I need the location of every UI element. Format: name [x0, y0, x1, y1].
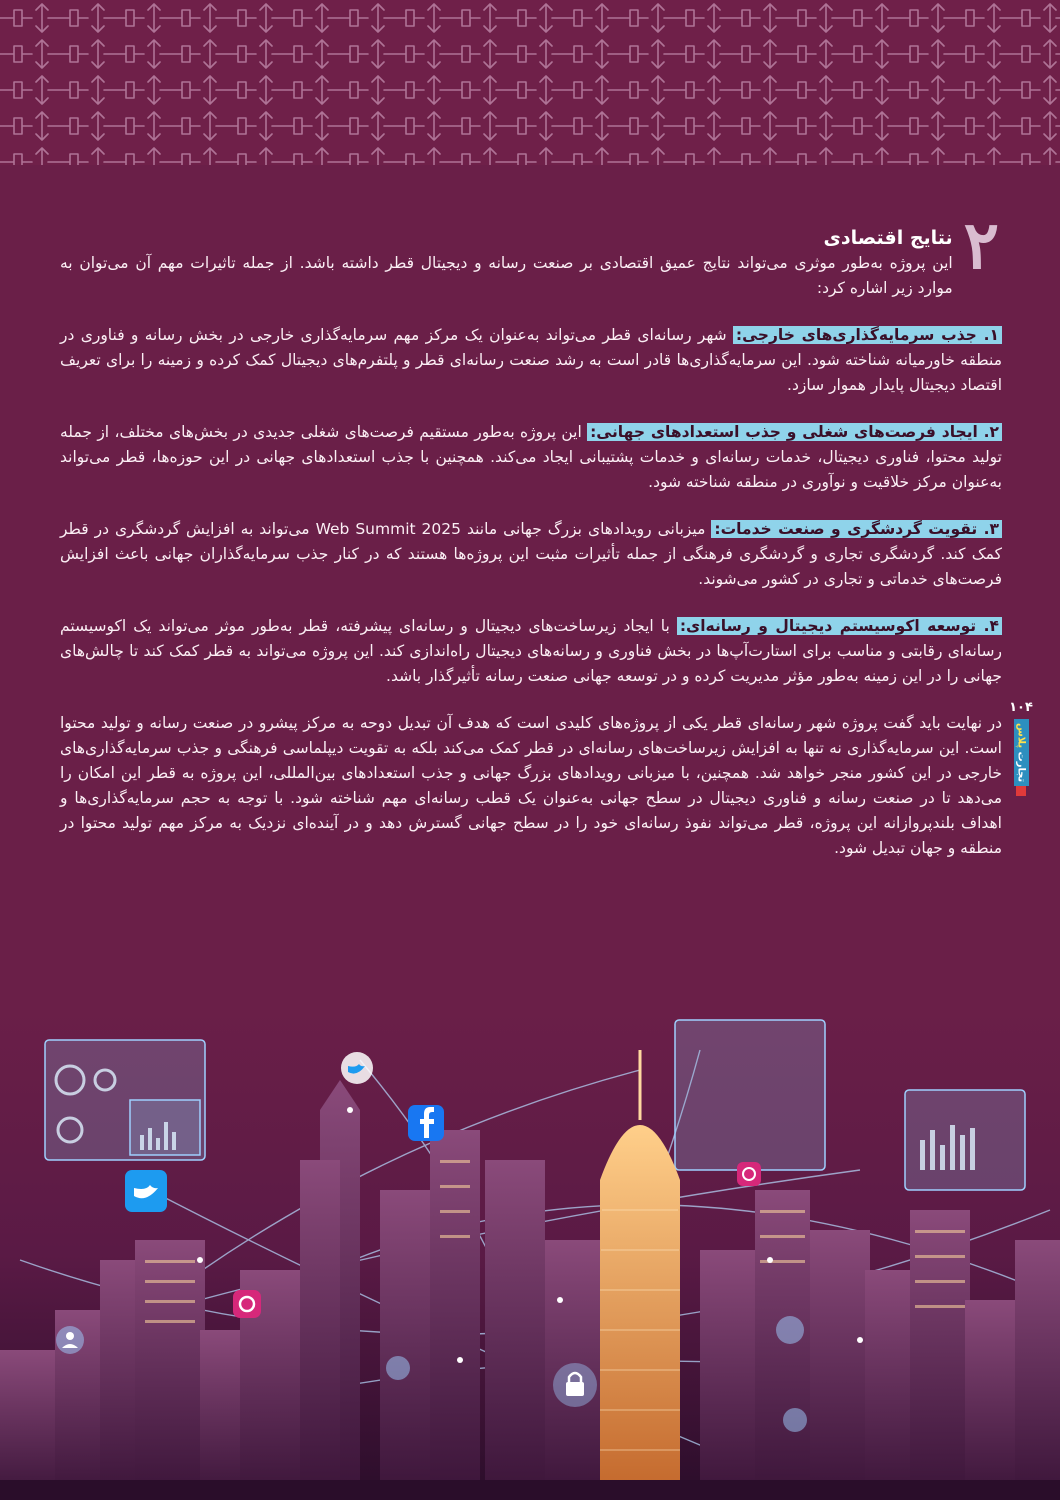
facebook-icon [408, 1105, 444, 1141]
twitter-icon [341, 1052, 373, 1084]
magazine-name-a: تجارت [1015, 751, 1027, 783]
geometric-pattern [0, 0, 1060, 165]
article-body [60, 206, 1002, 861]
magazine-logo [1014, 719, 1029, 786]
item-body: با ایجاد زیرساخت‌های دیجیتال و رسانه‌ای پیشرفته، قطر به‌طور موثر می‌تواند یک اکوسیستم رسانه‌ای رقابتی و مناسب برای استارت‌آپ‌ها در بخش فناوری و رسانه‌های دیجیتال راه‌اندازی کند. این پروژه می‌تواند به قطر کمک کند تا چالش‌های جهانی را در این زمینه به‌طور مؤثر مدیریت کرده و در توسعه جهانی صنعت رسانه تأثیرگذار باشد. [60, 617, 1002, 685]
item-body: شهر رسانه‌ای قطر می‌تواند به‌عنوان یک مرکز مهم سرمایه‌گذاری خارجی در بخش رسانه و فناوری در منطقه خاورمیانه شناخته شود. این سرمایه‌گذاری‌ها قادر است به رشد صنعت رسانه‌ای قطر و پلتفرم‌های دیجیتال کمک کرده و زمینه را برای تعریف اقتصاد دیجیتال پایدار هموار سازد. [60, 326, 1002, 394]
section-number: ۲ [963, 206, 1000, 284]
city-network-illustration [0, 1010, 1060, 1500]
item-body: این پروژه به‌طور مستقیم فرصت‌های شغلی جدیدی در بخش‌های مختلف، از جمله تولید محتوا، فناوری دیجیتال، خدمات رسانه‌ای و خدمات پشتیبانی ایجاد می‌کند. همچنین با جذب استعدادهای جهانی در این حوزه‌ها، قطر می‌تواند به‌عنوان مرکز خلاقیت و نوآوری در منطقه شناخته شود. [60, 423, 1002, 491]
item-body: میزبانی رویدادهای بزرگ جهانی مانند Web Summit 2025 می‌تواند به افزایش گردشگری در قطر کمک کند. گردشگری تجاری و گردشگری فرهنگی از جمله تأثیرات مثبت این پروژه‌ها هستند که در کنار جذب سرمایه‌گذاران جهانی باعث افزایش فرصت‌های خدماتی و تجاری در کشور می‌شوند. [60, 520, 1002, 588]
section-heading-block [60, 215, 953, 301]
instagram-icon [737, 1162, 761, 1186]
list-item [60, 323, 1002, 398]
list-item [60, 614, 1002, 689]
skyline-image [0, 1010, 1060, 1500]
section-intro: این پروژه به‌طور موثری می‌تواند نتایج عمیق اقتصادی بر صنعت رسانه و دیجیتال قطر داشته باشد. از جمله تاثیرات مهم آن می‌توان به موارد زیر اشاره کرد: [60, 254, 953, 297]
user-icon [56, 1326, 84, 1354]
item-heading: ۳. تقویت گردشگری و صنعت خدمات: [711, 520, 1002, 538]
item-heading: ۲. ایجاد فرصت‌های شغلی و جذب استعدادهای جهانی: [587, 423, 1002, 441]
list-item [60, 420, 1002, 495]
lock-icon [553, 1363, 597, 1407]
page-number: ۱۰۴ [1009, 700, 1033, 715]
closing-paragraph: در نهایت باید گفت پروژه شهر رسانه‌ای قطر یکی از پروژه‌های کلیدی است که هدف آن تبدیل دوحه به مرکز پیشرو در صنعت رسانه و تولید محتوا است. این سرمایه‌گذاری نه تنها به افزایش زیرساخت‌های رسانه‌ای در قطر کمک می‌کند بلکه به تقویت دیپلماسی فرهنگی و جذب سرمایه‌گذاری‌های خارجی در این کشور منجر خواهد شد. همچنین، با میزبانی رویدادهای بزرگ جهانی و جذب استعدادهای بین‌المللی، این پروژه به قطر این امکان را می‌دهد تا در صنعت رسانه و فناوری دیجیتال در سطح جهانی به‌عنوان یک قطب رسانه‌ای مهم شناخته شود. با توجه به حجم سرمایه‌گذاری‌ها و اهداف بلندپروازانه این پروژه، قطر می‌تواند نفوذ رسانه‌ای خود را در سطح جهانی گسترش دهد و در آینده‌ای نزدیک به مرکز مهم تولید محتوا در منطقه و جهان تبدیل شود. [60, 714, 1002, 857]
item-heading: ۱. جذب سرمایه‌گذاری‌های خارجی: [733, 326, 1002, 344]
item-heading: ۴. توسعه اکوسیستم دیجیتال و رسانه‌ای: [677, 617, 1002, 635]
section-title: نتایج اقتصادی [823, 227, 953, 249]
instagram-icon [233, 1290, 261, 1318]
list-item [60, 517, 1002, 592]
section-header [60, 206, 1002, 301]
twitter-icon [125, 1170, 167, 1212]
page-sidebar-mark [1010, 700, 1032, 796]
magazine-name-b: پلاس [1015, 723, 1027, 749]
decorative-pattern-band [0, 0, 1060, 165]
magazine-accent-bar [1016, 786, 1026, 796]
